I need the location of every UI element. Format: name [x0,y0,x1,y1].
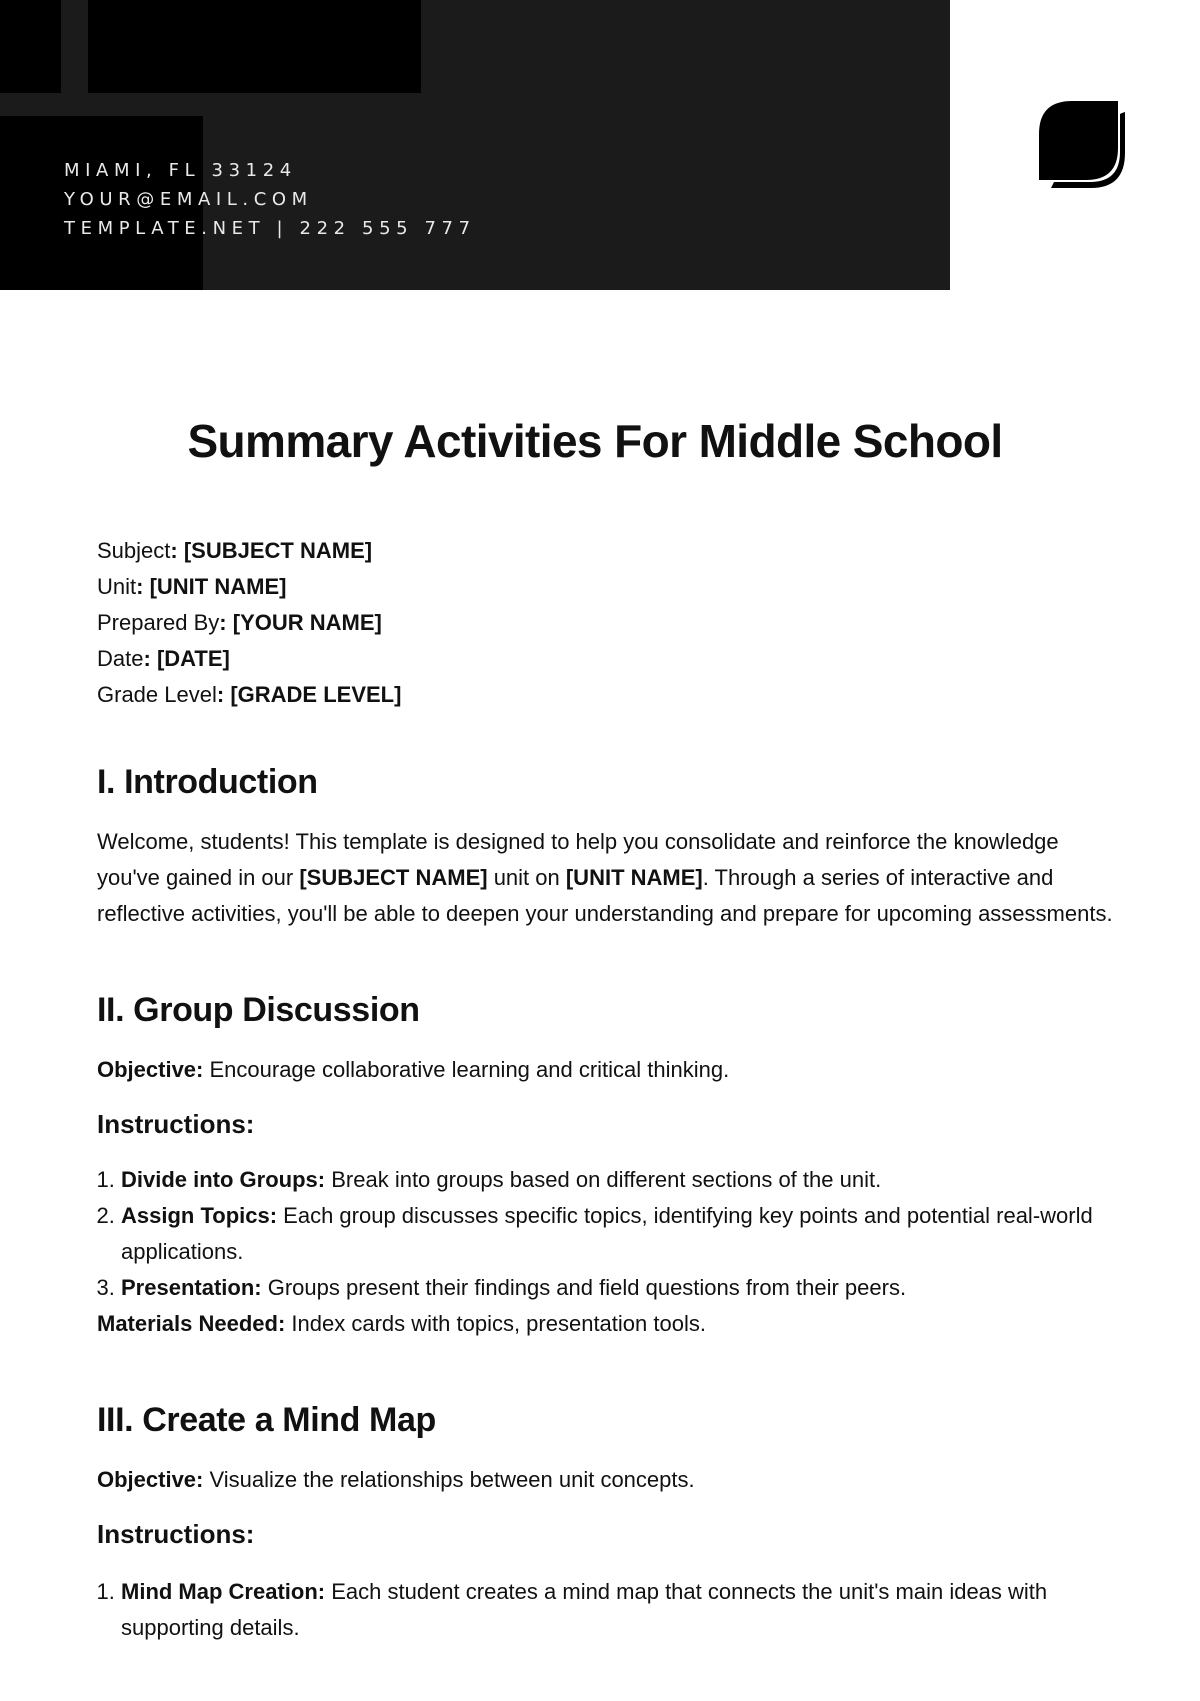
contact-info [64,156,476,243]
meta-grade-level: Grade Level: [GRADE LEVEL] [97,682,402,707]
objective-text: Encourage collaborative learning and critical thinking. [203,1057,730,1082]
meta-block [97,533,1117,713]
decorative-block [0,0,61,93]
materials-needed [97,1306,1117,1342]
document-title: Summary Activities For Middle School [187,415,1003,467]
materials-label: Materials Needed: [97,1311,286,1336]
step-label: Assign Topics: [121,1203,278,1228]
list-item [121,1270,1117,1306]
objective [97,1462,1117,1498]
meta-subject: Subject: [SUBJECT NAME] [97,538,373,563]
step-text: Groups present their findings and field questions from their peers. [261,1275,907,1300]
instructions-list [97,1574,1117,1646]
meta-value: [UNIT NAME] [149,574,287,599]
section-introduction [97,760,1117,932]
instructions-heading: Instructions: [97,1519,255,1549]
contact-website-phone: TEMPLATE.NET | 222 555 777 [64,218,476,239]
letterhead-band [0,0,950,290]
step-label: Presentation: [121,1275,262,1300]
section-mind-map [97,1398,1117,1646]
text-run: . Through a series of interactive and reflective activities, you'll be able to deepen your understanding and prepare for upcoming assessments. [97,865,1113,926]
text-run: unit on [487,865,566,890]
meta-value: [SUBJECT NAME] [183,538,373,563]
instructions-heading: Instructions: [97,1109,255,1139]
meta-label: Date [97,646,144,671]
step-text: Each student creates a mind map that connects the unit's main ideas with supporting details. [121,1579,1048,1640]
decorative-block [88,0,421,93]
meta-value: [DATE] [156,646,230,671]
intro-paragraph [97,824,1117,932]
meta-date: Date: [DATE] [97,646,230,671]
meta-prepared-by: Prepared By: [YOUR NAME] [97,610,382,635]
list-item [121,1162,1117,1198]
section-group-discussion [97,988,1117,1342]
objective-text: Visualize the relationships between unit concepts. [203,1467,695,1492]
document-body [97,533,1117,1646]
section-heading: I. Introduction [97,763,318,801]
instructions-list [97,1162,1117,1306]
placeholder-unit: [UNIT NAME] [565,865,703,890]
contact-address: MIAMI, FL 33124 [64,160,297,181]
list-item [121,1198,1117,1270]
meta-label: Unit [97,574,137,599]
meta-value: [YOUR NAME] [232,610,382,635]
section-heading: II. Group Discussion [97,991,420,1029]
objective [97,1052,1117,1088]
section-heading: III. Create a Mind Map [97,1401,436,1439]
meta-label: Prepared By [97,610,220,635]
step-text: Break into groups based on different sections of the unit. [325,1167,882,1192]
placeholder-subject: [SUBJECT NAME] [299,865,488,890]
contact-email: YOUR@EMAIL.COM [64,189,313,210]
meta-label: Grade Level [97,682,217,707]
meta-unit: Unit: [UNIT NAME] [97,574,287,599]
text-run: Welcome, students! This template is designed to help you consolidate and reinforce the knowledge you've gained in our [97,829,1059,890]
step-label: Divide into Groups: [121,1167,326,1192]
leaf-logo-icon [1036,98,1128,190]
materials-text: Index cards with topics, presentation tools. [285,1311,706,1336]
objective-label: Objective: [97,1467,204,1492]
list-item [121,1574,1117,1646]
meta-label: Subject [97,538,171,563]
objective-label: Objective: [97,1057,204,1082]
step-label: Mind Map Creation: [121,1579,326,1604]
step-text: Each group discusses specific topics, identifying key points and potential real-world applications. [121,1203,1093,1264]
meta-value: [GRADE LEVEL] [230,682,402,707]
